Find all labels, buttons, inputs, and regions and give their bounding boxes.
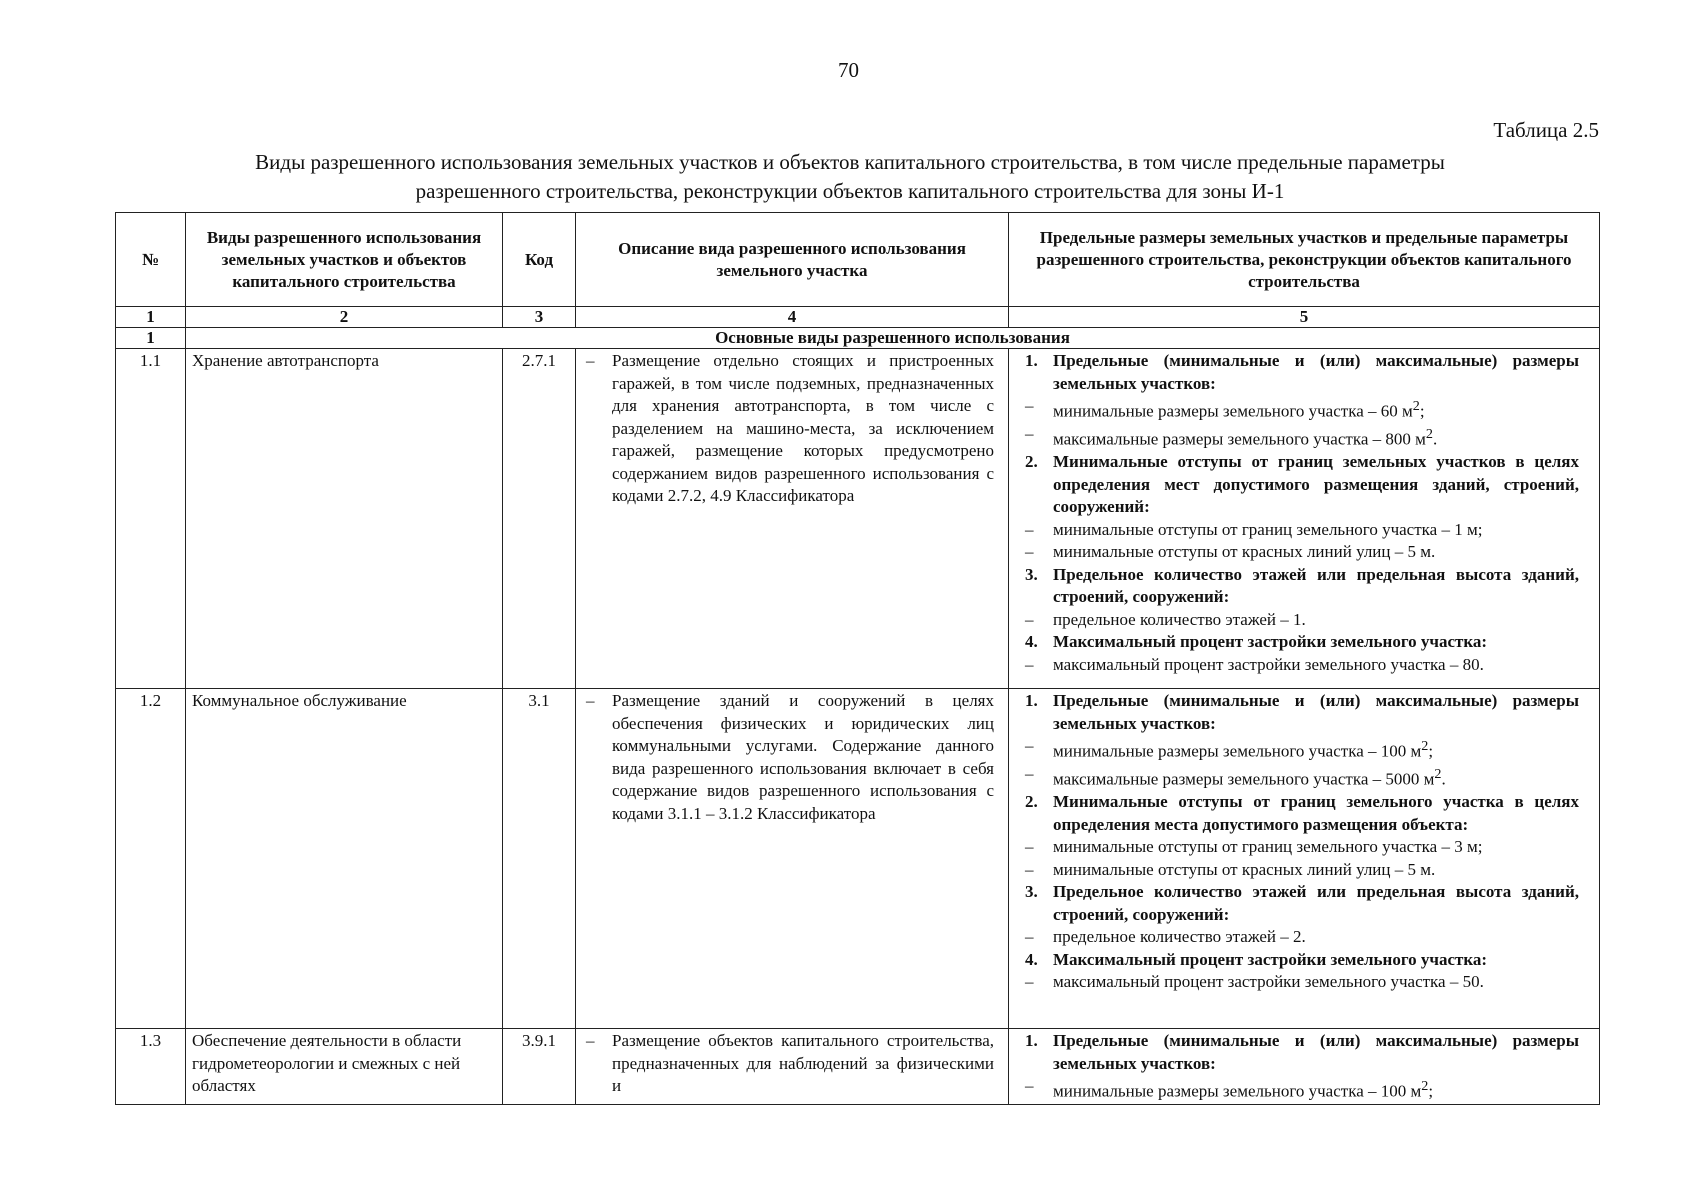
- row-parameters: [1009, 349, 1600, 689]
- dash: –: [1025, 764, 1034, 784]
- row-description: [576, 1029, 1009, 1105]
- param-heading: Минимальные отступы от границ земельных участков в целях определения мест допустимого размещения зданий, строений, сооружений:: [1053, 452, 1579, 517]
- param-item: максимальные размеры земельного участка – 800 $м^2$.: [1053, 426, 1438, 449]
- param-number: 3.: [1025, 882, 1038, 902]
- param-heading: Предельные (минимальные и (или) максимальные) размеры земельных участков:: [1053, 351, 1579, 393]
- row-number: 1.2: [116, 689, 186, 1029]
- row-code: 2.7.1: [503, 349, 576, 689]
- param-item: минимальные отступы от границ земельного участка – 3 м;: [1053, 837, 1483, 857]
- column-number: 5: [1009, 307, 1600, 328]
- dash: –: [586, 1031, 595, 1050]
- dash: –: [1025, 654, 1034, 674]
- row-parameters: [1009, 1029, 1600, 1105]
- dash: –: [1025, 736, 1034, 755]
- column-number: 2: [186, 307, 503, 328]
- param-item: минимальные размеры земельного участка – 60 $м^2$;: [1053, 398, 1425, 421]
- param-item: максимальный процент застройки земельного участка – 80.: [1053, 654, 1484, 674]
- page-number: 70: [838, 58, 859, 82]
- param-item: минимальные отступы от границ земельного участка – 1 м;: [1053, 519, 1483, 539]
- dash: –: [586, 691, 595, 710]
- param-number: 1.: [1025, 691, 1038, 710]
- param-heading: Максимальный процент застройки земельного участка:: [1053, 949, 1488, 969]
- param-number: 2.: [1025, 452, 1038, 472]
- dash: –: [586, 351, 595, 370]
- param-number: 1.: [1025, 1031, 1038, 1050]
- column-number: 1: [116, 307, 186, 328]
- dash: –: [1025, 542, 1034, 562]
- dash: –: [1025, 859, 1034, 879]
- dash: –: [1025, 927, 1034, 947]
- table-header-row: [116, 213, 1600, 307]
- param-heading: Минимальные отступы от границ земельного участка в целях определения места допустимого размещения объекта:: [1053, 792, 1579, 834]
- param-item: максимальный процент застройки земельного участка – 50.: [1053, 972, 1484, 992]
- column-numbers-row: [116, 307, 1600, 328]
- param-item: предельное количество этажей – 2.: [1053, 927, 1306, 947]
- param-item: минимальные отступы от красных линий улиц – 5 м.: [1053, 859, 1436, 879]
- table-label: Таблица 2.5: [1493, 118, 1599, 142]
- row-description: [576, 689, 1009, 1029]
- dash: –: [1025, 837, 1034, 857]
- header-description: Описание вида разрешенного использования земельного участка: [576, 213, 1009, 307]
- dash: –: [1025, 519, 1034, 539]
- param-heading: Предельные (минимальные и (или) максимальные) размеры земельных участков:: [1053, 1031, 1579, 1073]
- param-number: 1.: [1025, 351, 1038, 370]
- param-item: минимальные размеры земельного участка – 100 $м^2$;: [1053, 738, 1434, 761]
- param-item: минимальные размеры земельного участка – 100 $м^2$;: [1053, 1078, 1434, 1101]
- section-title: Основные виды разрешенного использования: [186, 328, 1600, 349]
- header-type: Виды разрешенного использования земельных участков и объектов капитального строительства: [186, 213, 503, 307]
- row-parameters: [1009, 689, 1600, 1029]
- dash: –: [1025, 424, 1034, 444]
- row-code: 3.9.1: [503, 1029, 576, 1105]
- param-item: предельное количество этажей – 1.: [1053, 609, 1306, 629]
- column-number: 3: [503, 307, 576, 328]
- title-line-1: Виды разрешенного использования земельных участков и объектов капитального строительства, в том числе предельные параметры: [255, 150, 1445, 174]
- param-number: 4.: [1025, 632, 1038, 652]
- param-number: 2.: [1025, 792, 1038, 812]
- row-code: 3.1: [503, 689, 576, 1029]
- dash: –: [1025, 972, 1034, 992]
- param-item: максимальные размеры земельного участка – 5000 $м^2$.: [1053, 766, 1446, 789]
- param-heading: Предельные (минимальные и (или) максимальные) размеры земельных участков:: [1053, 691, 1579, 733]
- param-number: 4.: [1025, 949, 1038, 969]
- row-use-type: Хранение автотранспорта: [186, 349, 503, 689]
- dash: –: [1025, 396, 1034, 415]
- table-row: [116, 349, 1600, 689]
- row-use-type: Коммунальное обслуживание: [186, 689, 503, 1029]
- document-title: [110, 148, 1590, 206]
- section-number: 1: [116, 328, 186, 349]
- description-text: Размещение отдельно стоящих и пристроенных гаражей, в том числе подземных, предназначенных для хранения автотранспорта, в том числе с разделением на машино-места, за исключением гаражей, размещение которых предусмотрено содержанием видов разрешенного использования с кодами 2.7.2, 4.9 Классификатора: [612, 351, 994, 505]
- dash: –: [1025, 1076, 1034, 1095]
- header-parameters: Предельные размеры земельных участков и предельные параметры разрешенного строительства, реконструкции объектов капитального строительства: [1009, 213, 1600, 307]
- table-row: [116, 689, 1600, 1029]
- table-row: [116, 1029, 1600, 1105]
- zoning-table: [115, 212, 1600, 1105]
- row-description: [576, 349, 1009, 689]
- param-heading: Предельное количество этажей или предельная высота зданий, строений, сооружений:: [1053, 564, 1579, 607]
- row-use-type: Обеспечение деятельности в области гидрометеорологии и смежных с ней областях: [186, 1029, 503, 1105]
- param-heading: Предельное количество этажей или предельная высота зданий, строений, сооружений:: [1053, 882, 1579, 924]
- header-num: №: [116, 213, 186, 307]
- column-number: 4: [576, 307, 1009, 328]
- description-text: Размещение зданий и сооружений в целях обеспечения физических и юридических лиц коммунальными услугами. Содержание данного вида разрешенного использования включает в себя содержание видов разрешенного использования с кодами 3.1.1 – 3.1.2 Классификатора: [612, 691, 994, 823]
- param-heading: Максимальный процент застройки земельного участка:: [1053, 632, 1488, 652]
- dash: –: [1025, 609, 1034, 629]
- row-number: 1.1: [116, 349, 186, 689]
- param-item: минимальные отступы от красных линий улиц – 5 м.: [1053, 542, 1436, 562]
- section-row: [116, 328, 1600, 349]
- row-number: 1.3: [116, 1029, 186, 1105]
- param-number: 3.: [1025, 564, 1038, 584]
- title-line-2: разрешенного строительства, реконструкции объектов капитального строительства для зоны И-1: [415, 179, 1285, 203]
- header-code: Код: [503, 213, 576, 307]
- description-text: Размещение объектов капитального строительства, предназначенных для наблюдений за физическими и: [612, 1031, 994, 1095]
